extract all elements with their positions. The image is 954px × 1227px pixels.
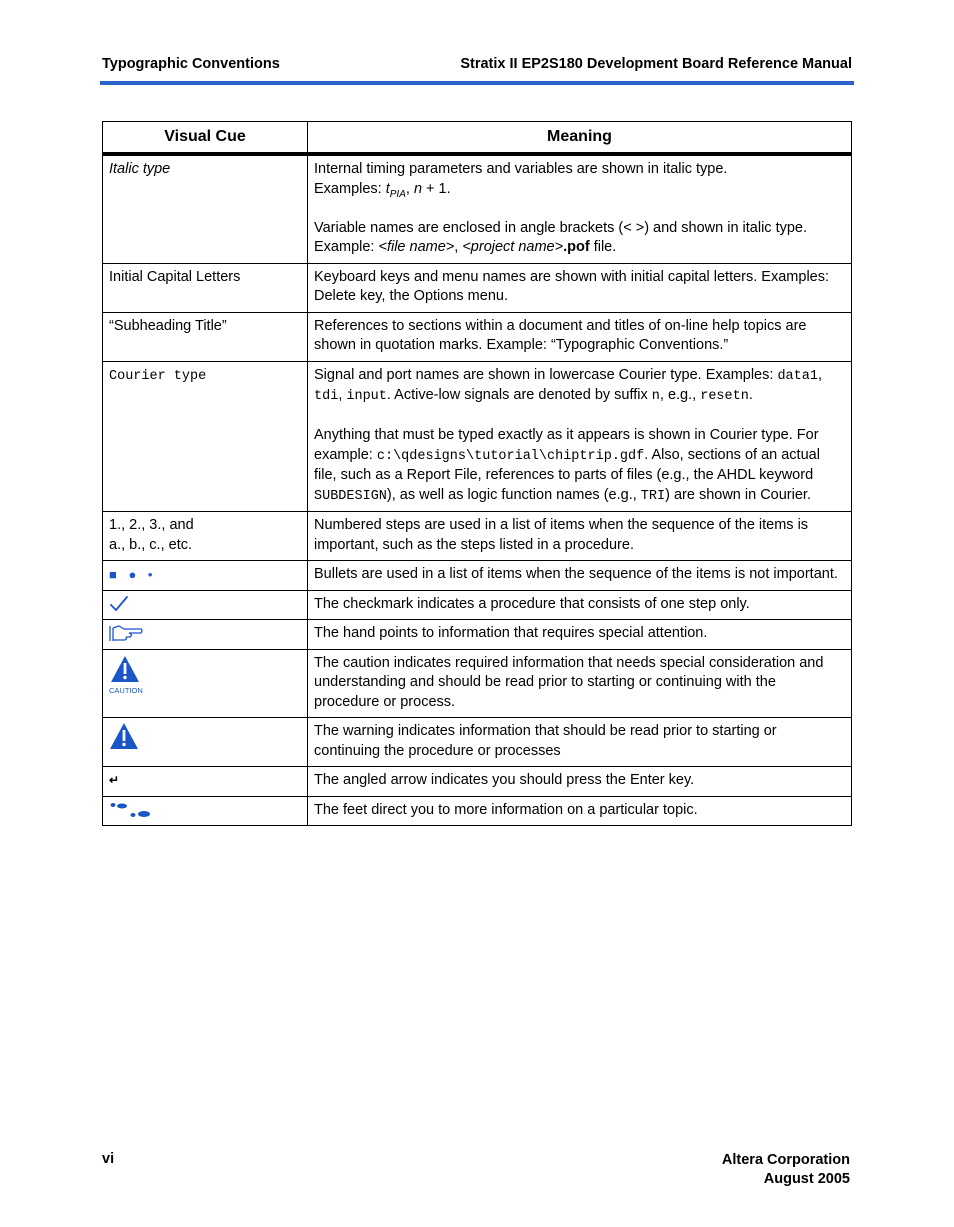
courier-paragraph-1 — [314, 366, 845, 407]
text-run: n — [651, 389, 660, 404]
meaning-courier-type — [308, 361, 852, 512]
checkmark-icon — [109, 595, 129, 613]
cue-subheading-title: “Subheading Title” — [103, 312, 308, 361]
caution-icon — [109, 654, 149, 694]
text-run: . Active-low signals are denoted by suffix — [386, 387, 652, 403]
text-run: data1 — [777, 368, 818, 384]
meaning-checkmark: The checkmark indicates a procedure that consists of one step only. — [308, 590, 852, 620]
table-row — [103, 649, 852, 718]
cue-italic-type: Italic type — [103, 154, 308, 263]
meaning-subheading-title: References to sections within a document and titles of on-line help topics are shown in quotation marks. Example: “Typographic Conventions.” — [308, 312, 852, 361]
footer-publisher — [722, 1151, 850, 1189]
table-header-row — [103, 122, 852, 155]
italic-meaning-line1: Internal timing parameters and variables are shown in italic type. — [314, 161, 728, 177]
column-header-visual-cue: Visual Cue — [103, 122, 308, 155]
paragraph-gap — [314, 199, 845, 219]
text-run: input — [346, 389, 387, 404]
warning-icon — [109, 722, 141, 752]
cue-feet — [103, 796, 308, 826]
pointing-hand-icon — [109, 624, 143, 642]
meaning-numbered-steps: Numbered steps are used in a list of items when the sequence of the items is important, such as the steps listed in a procedure. — [308, 512, 852, 561]
table-row — [103, 312, 852, 361]
text-run: , — [454, 239, 463, 255]
table-row — [103, 767, 852, 797]
page-number: vi — [102, 1151, 115, 1167]
conventions-table — [102, 121, 852, 826]
text-run: tdi — [314, 389, 339, 404]
cue-caution — [103, 649, 308, 718]
meaning-italic-type — [308, 154, 852, 263]
text-run: SUBDESIGN — [314, 488, 387, 504]
text-run: n — [413, 180, 423, 197]
text-run: Signal and port names are shown in lowercase Courier type. Examples: — [314, 366, 778, 383]
table-row — [103, 590, 852, 620]
text-run: + 1. — [422, 180, 451, 197]
bullets-icon: ■ ● • — [103, 561, 308, 591]
text-run: , e.g., — [659, 387, 701, 403]
cue-initial-capital: Initial Capital Letters — [103, 263, 308, 312]
cue-courier-type: Courier type — [103, 361, 308, 512]
table-row — [103, 561, 852, 591]
text-run: PIA — [389, 188, 406, 200]
cue-hand — [103, 620, 308, 650]
text-run: <project name> — [462, 239, 564, 255]
cue-checkmark — [103, 590, 308, 620]
text-run: TRI — [640, 488, 666, 504]
meaning-feet: The feet direct you to more information on a particular topic. — [308, 796, 852, 826]
feet-icon — [109, 801, 155, 819]
table-row — [103, 512, 852, 561]
header-rule — [100, 81, 854, 85]
italic-meaning-line2 — [314, 180, 845, 200]
paragraph-gap — [314, 407, 845, 427]
meaning-hand: The hand points to information that requires special attention. — [308, 620, 852, 650]
text-run: ), as well as logic function names (e.g., — [386, 486, 641, 503]
text-run: c:\qdesigns\tutorial\chiptrip.gdf — [376, 448, 645, 464]
text-run: . Also, sections of an actual file, such as a Report File, references to parts of files (e.g., the AHDL keyword — [314, 446, 820, 483]
caution-label: CAUTION — [109, 685, 143, 694]
courier-paragraph-2 — [314, 426, 845, 506]
column-header-meaning: Meaning — [308, 122, 852, 155]
cue-numbered-line2: a., b., c., etc. — [109, 536, 193, 553]
text-run: file. — [589, 239, 617, 255]
table-row — [103, 718, 852, 767]
text-run: resetn — [700, 389, 749, 404]
table-row — [103, 796, 852, 826]
table-row — [103, 620, 852, 650]
text-run: Anything that must be typed exactly as it appears is shown in Courier type. For example: — [314, 427, 819, 463]
text-run: Example: — [314, 239, 379, 255]
text-run: t — [385, 180, 390, 197]
text-run: . — [748, 387, 753, 403]
cue-warning — [103, 718, 308, 767]
enter-arrow-icon: ↵ — [103, 767, 308, 797]
text-run: , — [405, 180, 414, 197]
text-run: Examples: — [314, 180, 386, 197]
footer-company: Altera Corporation — [721, 1152, 850, 1168]
text-run: , — [338, 387, 347, 403]
text-run: , — [817, 366, 822, 383]
text-run: ) are shown in Courier. — [665, 486, 811, 503]
running-header-section: Typographic Conventions — [102, 56, 280, 72]
italic-meaning-line3: Variable names are enclosed in angle brackets (< >) and shown in italic type. — [314, 219, 808, 236]
running-header-manual-title: Stratix II EP2S180 Development Board Reference Manual — [460, 56, 852, 72]
italic-meaning-line4 — [314, 238, 845, 258]
table-row — [103, 361, 852, 512]
meaning-warning: The warning indicates information that should be read prior to starting or continuing the procedure or processes — [308, 718, 852, 767]
table-row — [103, 263, 852, 312]
meaning-enter-arrow: The angled arrow indicates you should press the Enter key. — [308, 767, 852, 797]
footer-date: August 2005 — [763, 1171, 850, 1187]
cue-numbered-line1: 1., 2., 3., and — [109, 517, 194, 533]
meaning-bullets: Bullets are used in a list of items when the sequence of the items is not important. — [308, 561, 852, 591]
meaning-initial-capital: Keyboard keys and menu names are shown with initial capital letters. Examples: Delete key, the Options menu. — [308, 263, 852, 312]
text-run: <file name> — [378, 239, 455, 255]
table-row — [103, 154, 852, 263]
cue-numbered-steps — [103, 512, 308, 561]
meaning-caution: The caution indicates required information that needs special consideration and understanding and should be read prior to starting or continuing with the procedure or process. — [308, 649, 852, 718]
text-run: .pof — [563, 239, 590, 255]
